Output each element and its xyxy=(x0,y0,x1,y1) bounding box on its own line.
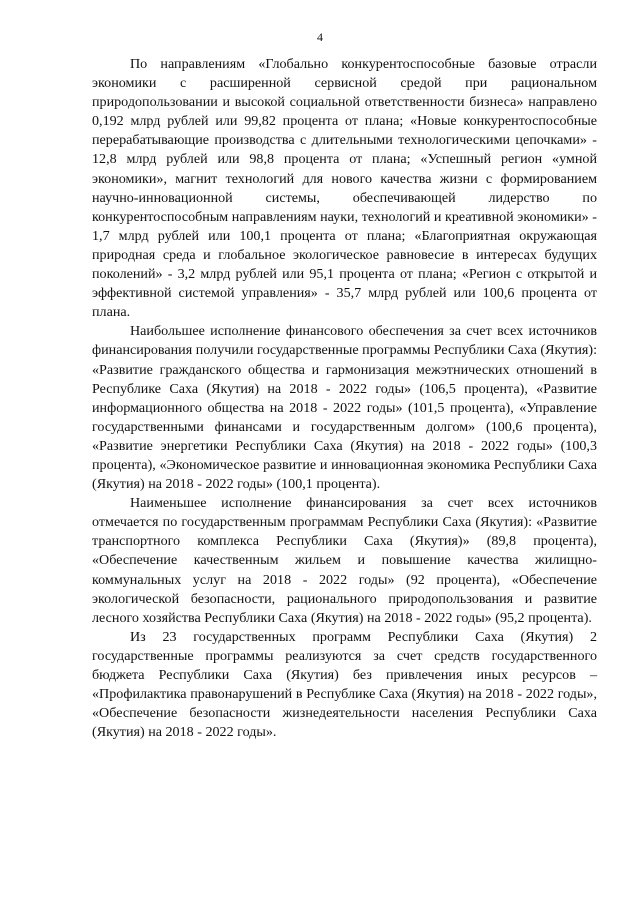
paragraph-budget-only-programs: Из 23 государственных программ Республики Саха (Якутия) 2 государственные программы реализуются за счет средств государственного бюджета Республики Саха (Якутия) без привлечения иных ресурсов – «Профилактика правонарушений в Республике Саха (Якутия) на 2018 - 2022 годы», «Обеспечение безопасности жизнедеятельности населения Республики Саха (Якутия) на 2018 - 2022 годы». xyxy=(92,628,597,741)
paragraph-directions-funding: По направлениям «Глобально конкурентоспособные базовые отрасли экономики с расширенной сервисной средой при рациональном природопользовании и высокой социальной ответственности бизнеса» направлено 0,192 млрд рублей или 99,82 процента от плана; «Новые конкурентоспособные перерабатывающие производства с длительными технологическими цепочками» - 12,8 млрд рублей или 98,8 процента от плана; «Успешный регион «умной экономики», магнит технологий для нового качества жизни с формированием научно-инновационной системы, обеспечивающей лидерство по конкурентоспособным направлениям науки, технологий и креативной экономики» - 1,7 млрд рублей или 100,1 процента от плана; «Благоприятная окружающая природная среда и глобальное экологическое равновесие в интересах будущих поколений» - 3,2 млрд рублей или 95,1 процента от плана; «Регион с открытой и эффективной системой управления» - 35,7 млрд рублей или 100,6 процента от плана. xyxy=(92,56,597,321)
document-body xyxy=(92,55,597,742)
paragraph-lowest-execution: Наименьшее исполнение финансирования за счет всех источников отмечается по государственным программам Республики Саха (Якутия): «Развитие транспортного комплекса Республики Саха (Якутия)» (89,8 процента), «Обеспечение качественным жильем и повышение качества жилищно-коммунальных услуг на 2018 - 2022 годы» (92 процента), «Обеспечение экологической безопасности, рационального природопользования и развитие лесного хозяйства Республики Саха (Якутия) на 2018 - 2022 годы» (95,2 процента). xyxy=(92,495,597,626)
paragraph-highest-execution: Наибольшее исполнение финансового обеспечения за счет всех источников финансирования получили государственные программы Республики Саха (Якутия): «Развитие гражданского общества и гармонизация межэтнических отношений в Республике Саха (Якутия) на 2018 - 2022 годы» (106,5 процента), «Развитие информационного общества на 2018 - 2022 годы» (101,5 процента), «Управление государственными финансами и государственным долгом» (100,6 процента), «Развитие энергетики Республики Саха (Якутия) на 2018 - 2022 годы» (100,3 процента), «Экономическое развитие и инновационная экономика Республики Саха (Якутия) на 2018 - 2022 годы» (100,1 процента). xyxy=(92,323,597,493)
page-number: 4 xyxy=(317,30,323,44)
